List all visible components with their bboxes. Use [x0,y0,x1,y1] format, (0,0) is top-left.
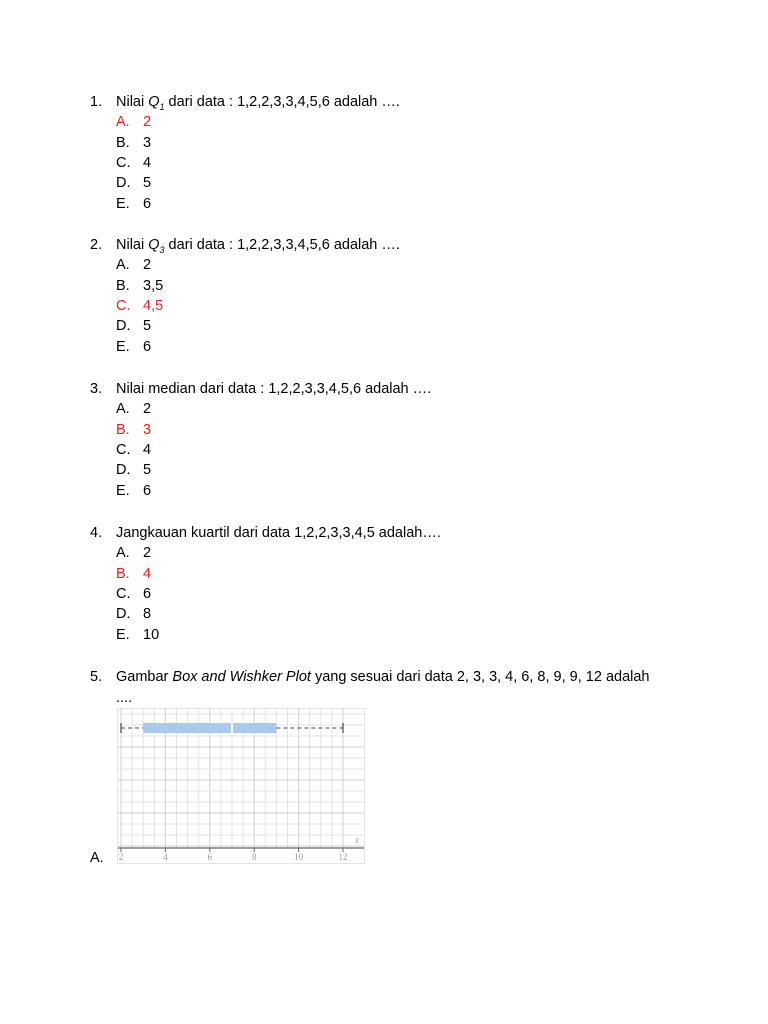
option-letter: B. [116,565,130,582]
question-text: Gambar Box and Wishker Plot yang sesuai dari data 2, 3, 3, 4, 6, 8, 9, 9, 12 adalah [116,669,650,685]
x-tick-label: 6 [207,852,213,862]
answer-option[interactable] [116,194,151,214]
answer-option[interactable] [116,604,151,624]
question-text: Jangkauan kuartil dari data 1,2,2,3,3,4,5 adalah…. [116,525,441,541]
option-letter: C. [116,441,131,458]
answer-option[interactable] [116,460,151,480]
question-text: Nilai median dari data : 1,2,2,3,3,4,5,6 adalah …. [116,381,432,397]
question-number: 4. [90,525,103,541]
question-text: Nilai $Q_3$ dari data : 1,2,2,3,3,4,5,6 adalah …. [116,237,400,255]
answer-option[interactable] [116,584,151,604]
quartile-subscript: 3 [159,244,165,255]
x-tick-label: 4 [163,852,168,862]
plot-name: Box and Wishker Plot [172,669,311,685]
answer-option[interactable] [116,296,163,316]
answer-option[interactable] [116,420,151,440]
option-letter: E. [116,482,130,499]
option-text: 6 [143,195,152,212]
option-text: 2 [143,257,152,274]
quartile-symbol: $Q_1$ [148,94,165,112]
option-text: 10 [143,626,160,643]
x-tick-label: 8 [251,852,257,862]
option-letter: C. [116,154,131,171]
box-plot-chart [117,708,365,864]
option-letter: A. [116,114,130,131]
x-tick-label: 12 [338,852,348,862]
option-text: 6 [143,338,152,355]
option-letter: D. [116,175,131,192]
answer-option[interactable] [116,173,151,193]
option-text: 4 [143,441,152,458]
option-text: 5 [143,318,152,335]
answer-option[interactable] [116,625,159,645]
question-5-continuation: .... [116,690,133,706]
question-number: 1. [90,94,103,110]
option-text: 5 [143,175,152,192]
option-text: 3 [143,134,152,151]
x-tick-label: 10 [294,852,304,862]
answer-option[interactable] [116,276,163,296]
option-text: 3 [143,421,152,438]
option-letter: B. [116,277,130,294]
option-letter: A. [116,257,130,274]
option-text: 4 [143,154,152,171]
answer-option[interactable] [116,112,151,132]
quartile-symbol: $Q_3$ [148,237,165,255]
question-number: 2. [90,237,103,253]
x-tick-label: 2 [118,852,124,862]
question-text: Nilai $Q_1$ dari data : 1,2,2,3,3,4,5,6 adalah …. [116,94,400,112]
option-letter: D. [116,462,131,479]
answer-option[interactable] [116,255,151,275]
answer-option[interactable] [116,440,151,460]
option-letter: E. [116,195,130,212]
question-number: 3. [90,381,103,397]
answer-option[interactable] [116,481,151,501]
option-letter: A. [116,401,130,418]
option-a-label[interactable]: A. [90,850,104,866]
option-letter: E. [116,338,130,355]
quartile-subscript: 1 [159,101,165,112]
option-text: 4 [143,565,152,582]
answer-option[interactable] [116,564,151,584]
answer-option[interactable] [116,399,151,419]
option-letter: A. [116,545,130,562]
option-text: 6 [143,482,152,499]
option-text: 4,5 [143,297,164,314]
answer-option[interactable] [116,133,151,153]
question-number: 5. [90,669,103,685]
box-lower [143,723,231,733]
option-letter: C. [116,585,131,602]
answer-option[interactable] [116,337,151,357]
option-letter: D. [116,318,131,335]
option-text: 2 [143,401,152,418]
box-plot-svg [117,708,365,864]
option-letter: D. [116,606,131,623]
option-letter: C. [116,297,131,314]
option-text: 5 [143,462,152,479]
option-letter: B. [116,134,130,151]
option-letter: B. [116,421,130,438]
option-letter: E. [116,626,130,643]
box-upper [233,723,276,733]
option-text: 6 [143,585,152,602]
option-text: 3,5 [143,277,164,294]
option-text: 2 [143,114,152,131]
answer-option[interactable] [116,316,151,336]
answer-option[interactable] [116,153,151,173]
option-text: 2 [143,545,152,562]
answer-option[interactable] [116,543,151,563]
x-axis-label: x [355,835,359,845]
option-text: 8 [143,606,152,623]
